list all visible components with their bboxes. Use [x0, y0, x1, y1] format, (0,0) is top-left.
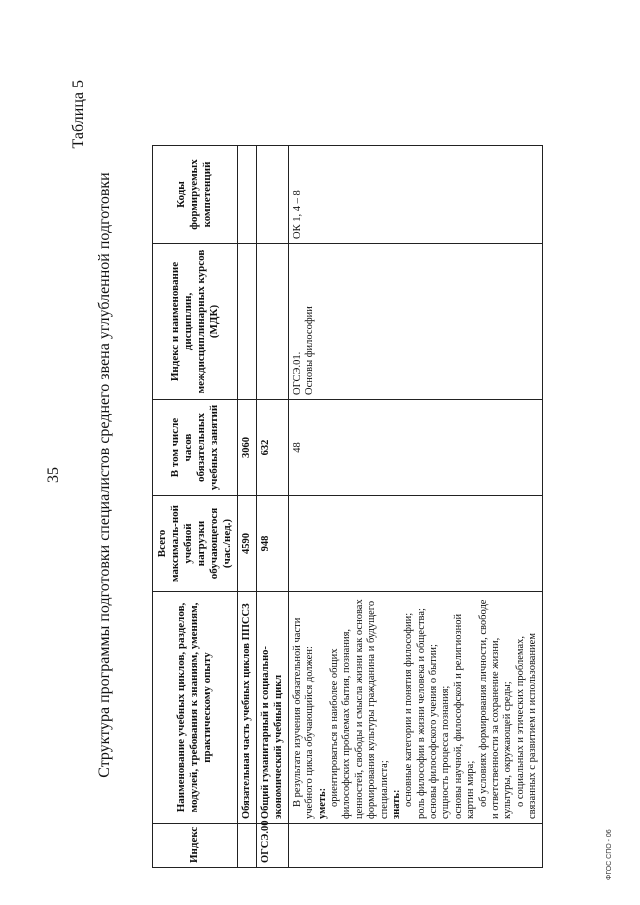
header-name: Наименование учебных циклов, разделов, модулей, требования к знаниям, умениям, практическому опыту — [153, 592, 238, 824]
knowledge-item: о социальных и этических проблемах, связанных с развитием и использованием — [514, 633, 539, 819]
header-mandatory: В том числе часов обязательных учебных занятий — [153, 400, 238, 496]
content-mandatory: 48 — [288, 400, 543, 496]
knowledge-item: сущность процесса познания; — [440, 685, 452, 819]
cycle-discipline-cell — [257, 244, 289, 400]
page-number: 35 — [45, 467, 62, 483]
cycle-row — [257, 146, 289, 868]
footer-mark: ФГОС СПО - 06 — [606, 829, 613, 880]
discipline-code: ОГСЭ.01. — [291, 351, 303, 395]
rotated-page — [20, 20, 620, 890]
requirements-intro: В результате изучения обязательной части учебного цикла обучающийся должен: — [291, 617, 316, 819]
header-index: Индекс — [153, 824, 238, 868]
header-max-load: Всего максималь-ной учебной нагрузки обучающегося (час./нед.) — [153, 496, 238, 592]
skills-label: уметь: — [316, 787, 328, 819]
obligatory-max-load: 4590 — [237, 496, 256, 592]
skills-text: ориентироваться в наиболее общих философских проблемах бытия, познания, ценностей, свободы и смысла жизни как основах формирования культуры гражданина и будущего специалиста; — [329, 599, 390, 819]
table-caption: Структура программы подготовки специалистов среднего звена углубленной подготовки — [96, 172, 113, 778]
obligatory-index-cell — [237, 824, 256, 868]
knowledge-label: знать: — [390, 789, 402, 819]
cycle-mandatory: 632 — [257, 400, 289, 496]
obligatory-name: Обязательная часть учебных циклов ППССЗ — [237, 592, 256, 824]
content-max-load-cell — [288, 496, 543, 592]
obligatory-part-row — [237, 146, 256, 868]
knowledge-item: основные категории и понятия философии; — [403, 612, 415, 807]
cycle-index: ОГСЭ.00 — [257, 824, 289, 868]
obligatory-discipline-cell — [237, 244, 256, 400]
header-discipline: Индекс и наименование дисциплин, междисциплинарных курсов (МДК) — [153, 244, 238, 400]
header-competencies: Коды формируемых компетенций — [153, 146, 238, 244]
knowledge-item: основы философского учения о бытии; — [428, 644, 440, 819]
content-requirements — [288, 592, 543, 824]
table-label: Таблица 5 — [70, 80, 87, 149]
knowledge-item: роль философии в жизни человека и общества; — [415, 608, 427, 819]
cycle-competency-cell — [257, 146, 289, 244]
knowledge-item: основы научной, философской и религиозной картин мира; — [452, 613, 477, 819]
curriculum-table — [152, 145, 543, 868]
content-index-cell — [288, 824, 543, 868]
content-discipline — [288, 244, 543, 400]
content-competencies: ОК 1, 4 – 8 — [288, 146, 543, 244]
discipline-name: Основы философии — [304, 306, 316, 395]
content-row — [288, 146, 543, 868]
obligatory-mandatory: 3060 — [237, 400, 256, 496]
cycle-name: Общий гуманитарный и социально-экономический учебный цикл — [257, 592, 289, 824]
knowledge-item: об условиях формирования личности, свободе и ответственности за сохранение жизни, культуры, окружающей среды; — [477, 599, 514, 819]
obligatory-competency-cell — [237, 146, 256, 244]
header-row — [153, 146, 238, 868]
cycle-max-load: 948 — [257, 496, 289, 592]
